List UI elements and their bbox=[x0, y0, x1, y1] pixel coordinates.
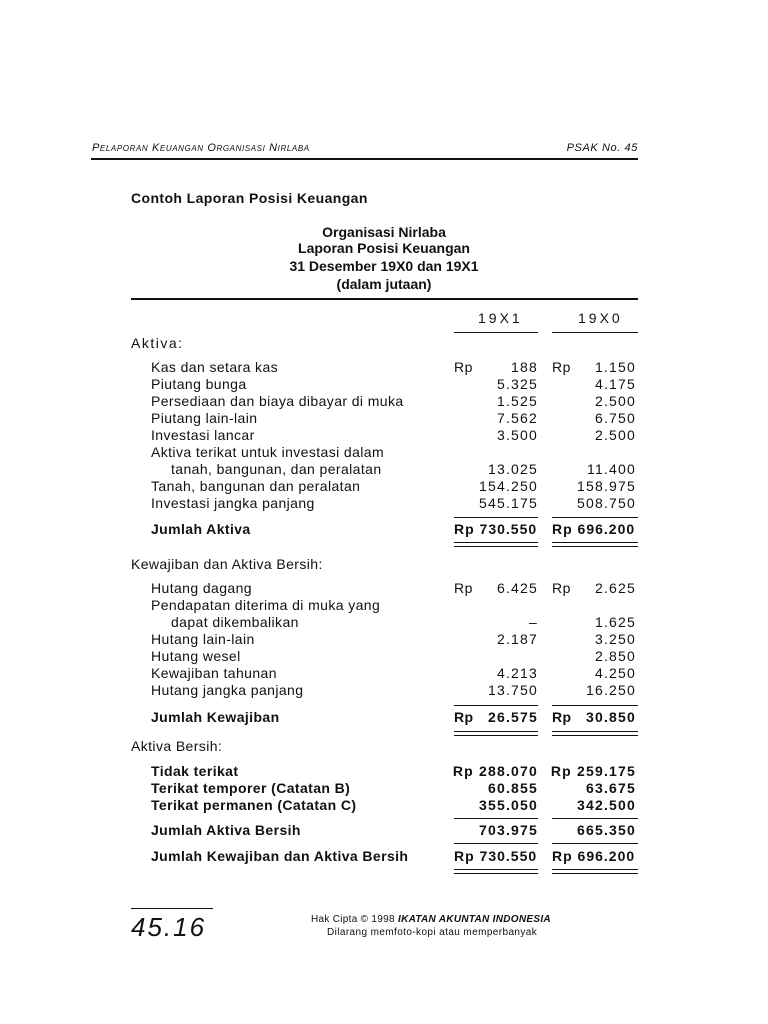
total-aktiva-bersih-19x1: 703.975 bbox=[478, 822, 538, 838]
double-rule bbox=[454, 735, 538, 736]
value-19x0: 6.750 bbox=[594, 410, 636, 426]
table-top-rule bbox=[131, 298, 638, 300]
value-19x1: Rp 288.070 bbox=[452, 763, 538, 779]
double-rule bbox=[552, 869, 638, 870]
rule bbox=[454, 705, 538, 706]
row-label: Investasi jangka panjang bbox=[151, 495, 315, 511]
running-header-standard: PSAK No. 45 bbox=[566, 142, 638, 154]
row-label: dapat dikembalikan bbox=[171, 614, 299, 630]
rule bbox=[552, 818, 638, 819]
rule bbox=[454, 818, 538, 819]
row-label: Investasi lancar bbox=[151, 427, 255, 443]
double-rule bbox=[454, 873, 538, 874]
rule bbox=[552, 705, 638, 706]
currency-symbol: Rp bbox=[552, 580, 571, 596]
value-19x1: 355.050 bbox=[478, 797, 538, 813]
grand-total-19x1: Rp 730.550 bbox=[454, 848, 538, 864]
report-unit: (dalam jutaan) bbox=[336, 276, 432, 292]
page-number: 45.16 bbox=[131, 912, 207, 942]
aktiva-heading: Aktiva: bbox=[131, 335, 184, 351]
row-label: Hutang dagang bbox=[151, 580, 252, 596]
report-date: 31 Desember 19X0 dan 19X1 bbox=[289, 258, 479, 274]
column-rule-19x0 bbox=[552, 332, 638, 333]
double-rule bbox=[454, 869, 538, 870]
double-rule bbox=[552, 542, 638, 543]
row-label: Aktiva terikat untuk investasi dalam bbox=[151, 444, 385, 460]
row-label: Piutang bunga bbox=[151, 376, 247, 392]
aktiva-bersih-heading: Aktiva Bersih: bbox=[131, 738, 223, 754]
grand-total-19x0: Rp 696.200 bbox=[552, 848, 636, 864]
column-header-19x1: 19X1 bbox=[478, 310, 523, 326]
currency-symbol: Rp bbox=[454, 580, 473, 596]
report-title: Laporan Posisi Keuangan bbox=[298, 240, 470, 256]
rule bbox=[454, 517, 538, 518]
value-19x1: 7.562 bbox=[496, 410, 538, 426]
value-19x0: 2.500 bbox=[594, 427, 636, 443]
rule bbox=[552, 843, 638, 844]
copyright-notice: Dilarang memfoto-kopi atau memperbanyak bbox=[327, 927, 538, 938]
total-kewajiban-rp-19x1: Rp bbox=[454, 709, 474, 725]
copyright-prefix: Hak Cipta © 1998 bbox=[311, 914, 395, 925]
row-label: Hutang wesel bbox=[151, 648, 241, 664]
rule bbox=[552, 517, 638, 518]
value-19x0: 63.675 bbox=[585, 780, 636, 796]
total-aktiva-bersih-label: Jumlah Aktiva Bersih bbox=[151, 822, 301, 838]
value-19x0: 158.975 bbox=[576, 478, 636, 494]
value-19x0: 3.250 bbox=[594, 631, 636, 647]
value-19x1: – bbox=[529, 614, 538, 630]
copyright-org: IKATAN AKUNTAN INDONESIA bbox=[397, 914, 551, 925]
value-19x0: 508.750 bbox=[576, 495, 636, 511]
row-label: Kas dan setara kas bbox=[151, 359, 279, 375]
value-19x1: 13.750 bbox=[487, 682, 538, 698]
value-19x0: 342.500 bbox=[576, 797, 636, 813]
value-19x0: 1.625 bbox=[594, 614, 636, 630]
value-19x1: 1.525 bbox=[496, 393, 538, 409]
total-kewajiban-rp-19x0: Rp bbox=[552, 709, 572, 725]
footer-rule bbox=[131, 908, 213, 909]
value-19x0: 16.250 bbox=[585, 682, 636, 698]
value-19x1: 13.025 bbox=[487, 461, 538, 477]
row-label: Hutang jangka panjang bbox=[151, 682, 304, 698]
header-rule bbox=[91, 158, 638, 160]
running-header-title: Pelaporan Keuangan Organisasi Nirlaba bbox=[92, 142, 310, 154]
value-19x0: 2.625 bbox=[594, 580, 636, 596]
grand-total-label: Jumlah Kewajiban dan Aktiva Bersih bbox=[151, 848, 409, 864]
double-rule bbox=[552, 731, 638, 732]
rule bbox=[454, 843, 538, 844]
double-rule bbox=[552, 873, 638, 874]
value-19x1: 4.213 bbox=[496, 665, 538, 681]
currency-symbol: Rp bbox=[552, 359, 571, 375]
value-19x1: 5.325 bbox=[496, 376, 538, 392]
value-19x0: 11.400 bbox=[587, 461, 636, 477]
row-label: Hutang lain-lain bbox=[151, 631, 255, 647]
total-aktiva-19x1: Rp 730.550 bbox=[454, 521, 538, 537]
copyright-line bbox=[311, 914, 551, 925]
value-19x0: 1.150 bbox=[594, 359, 636, 375]
total-kewajiban-19x0: 30.850 bbox=[585, 709, 636, 725]
value-19x1: 6.425 bbox=[496, 580, 538, 596]
row-label: Terikat permanen (Catatan C) bbox=[151, 797, 357, 813]
row-label: Piutang lain-lain bbox=[151, 410, 258, 426]
row-label: Tanah, bangunan dan peralatan bbox=[151, 478, 361, 494]
row-label: Tidak terikat bbox=[151, 763, 239, 779]
value-19x0: 2.850 bbox=[594, 648, 636, 664]
currency-symbol: Rp bbox=[454, 359, 473, 375]
double-rule bbox=[552, 546, 638, 547]
column-header-19x0: 19X0 bbox=[578, 310, 623, 326]
row-label: tanah, bangunan, dan peralatan bbox=[171, 461, 382, 477]
value-19x1: 60.855 bbox=[487, 780, 538, 796]
value-19x1: 3.500 bbox=[496, 427, 538, 443]
report-org: Organisasi Nirlaba bbox=[322, 224, 446, 240]
value-19x0: Rp 259.175 bbox=[550, 763, 636, 779]
kewajiban-heading: Kewajiban dan Aktiva Bersih: bbox=[131, 556, 323, 572]
section-title: Contoh Laporan Posisi Keuangan bbox=[131, 190, 368, 206]
value-19x0: 4.175 bbox=[594, 376, 636, 392]
value-19x1: 188 bbox=[511, 359, 538, 375]
double-rule bbox=[552, 735, 638, 736]
value-19x1: 154.250 bbox=[478, 478, 538, 494]
value-19x1: 545.175 bbox=[478, 495, 538, 511]
total-kewajiban-19x1: 26.575 bbox=[487, 709, 538, 725]
value-19x0: 4.250 bbox=[594, 665, 636, 681]
row-label: Pendapatan diterima di muka yang bbox=[151, 597, 381, 613]
double-rule bbox=[454, 546, 538, 547]
column-rule-19x1 bbox=[454, 332, 538, 333]
total-kewajiban-label: Jumlah Kewajiban bbox=[151, 709, 280, 725]
total-aktiva-bersih-19x0: 665.350 bbox=[576, 822, 636, 838]
value-19x0: 2.500 bbox=[594, 393, 636, 409]
value-19x1: 2.187 bbox=[496, 631, 538, 647]
row-label: Persediaan dan biaya dibayar di muka bbox=[151, 393, 404, 409]
row-label: Terikat temporer (Catatan B) bbox=[151, 780, 351, 796]
row-label: Kewajiban tahunan bbox=[151, 665, 277, 681]
total-aktiva-label: Jumlah Aktiva bbox=[151, 521, 251, 537]
total-aktiva-19x0: Rp 696.200 bbox=[552, 521, 636, 537]
double-rule bbox=[454, 731, 538, 732]
double-rule bbox=[454, 542, 538, 543]
